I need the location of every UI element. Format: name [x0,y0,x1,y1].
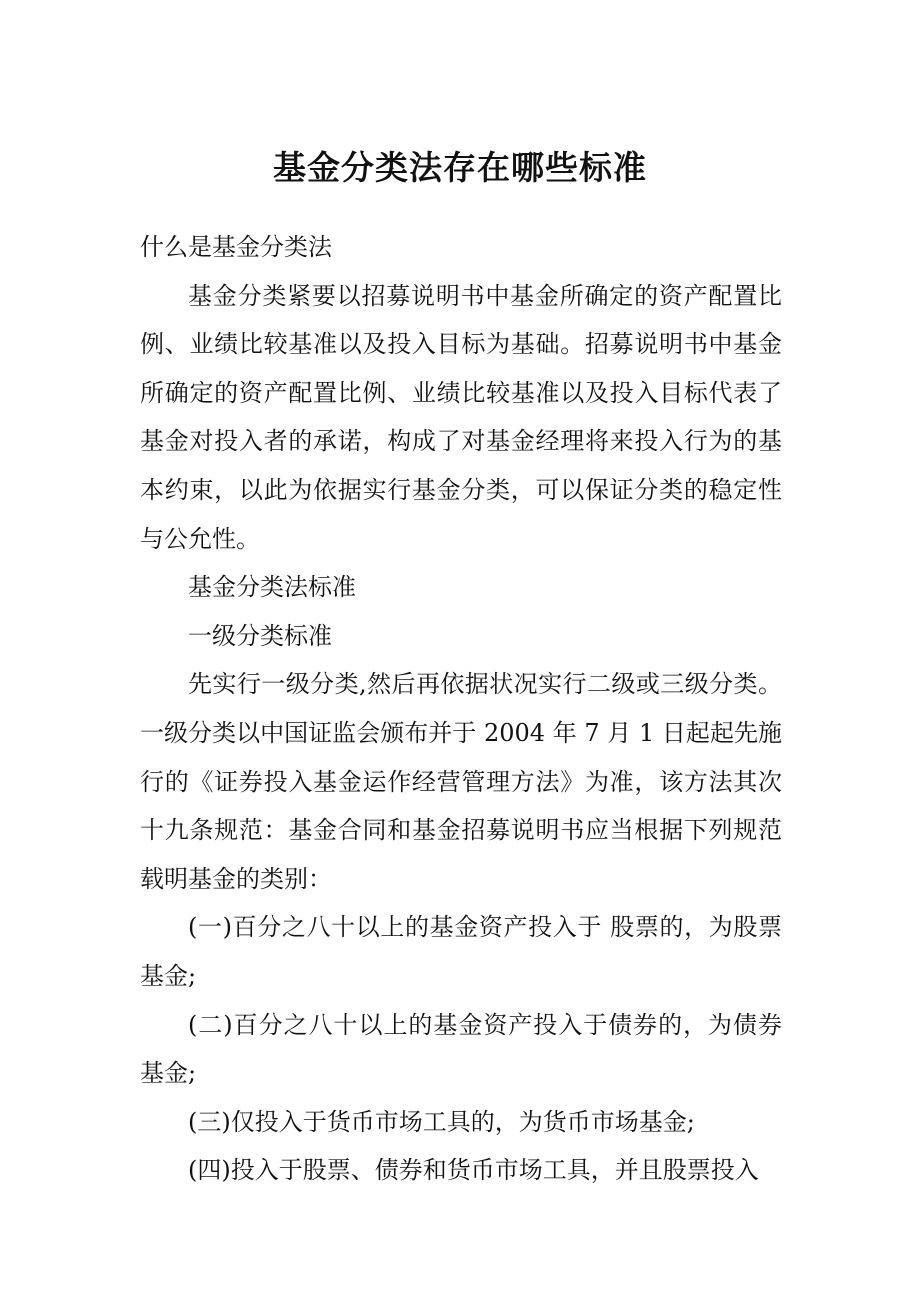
paragraph-basis: 基金分类紧要以招募说明书中基金所确定的资产配置比例、业绩比较基准以及投入目标为基础。招募说明书中基金所确定的资产配置比例、业绩比较基准以及投入目标代表了基金对投入者的承诺，构成了对基金经理将来投入行为的基本约束，以此为依据实行基金分类，可以保证分类的稳定性与公允性。 [140,281,782,553]
list-item-stock-fund: (一)百分之八十以上的基金资产投入于 股票的，为股票基金; [140,913,782,990]
document-title: 基金分类法存在哪些标准 [273,148,647,187]
paragraph-level-one-detail: 先实行一级分类,然后再依据状况实行二级或三级分类。一级分类以中国证监会颁布并于 2004 年 7 月 1 日起起先施行的《证券投入基金运作经营管理方法》为准，该方法其次十九条规范：基金合同和基金招募说明书应当根据下列规范载明基金的类别： [140,670,782,893]
list-item-bond-fund: (二)百分之八十以上的基金资产投入于债券的，为债券基金; [140,1010,782,1088]
paragraph-standard-heading: 基金分类法标准 [188,573,356,602]
document-body [140,223,782,1195]
paragraph-level-one-heading: 一级分类标准 [188,621,332,650]
list-item-money-market-fund: (三)仅投入于货币市场工具的，为货币市场基金; [188,1107,695,1136]
list-item-mixed-fund: (四)投入于股票、债券和货币市场工具，并且股票投入 [188,1156,759,1185]
paragraph-what-is: 什么是基金分类法 [140,233,332,261]
